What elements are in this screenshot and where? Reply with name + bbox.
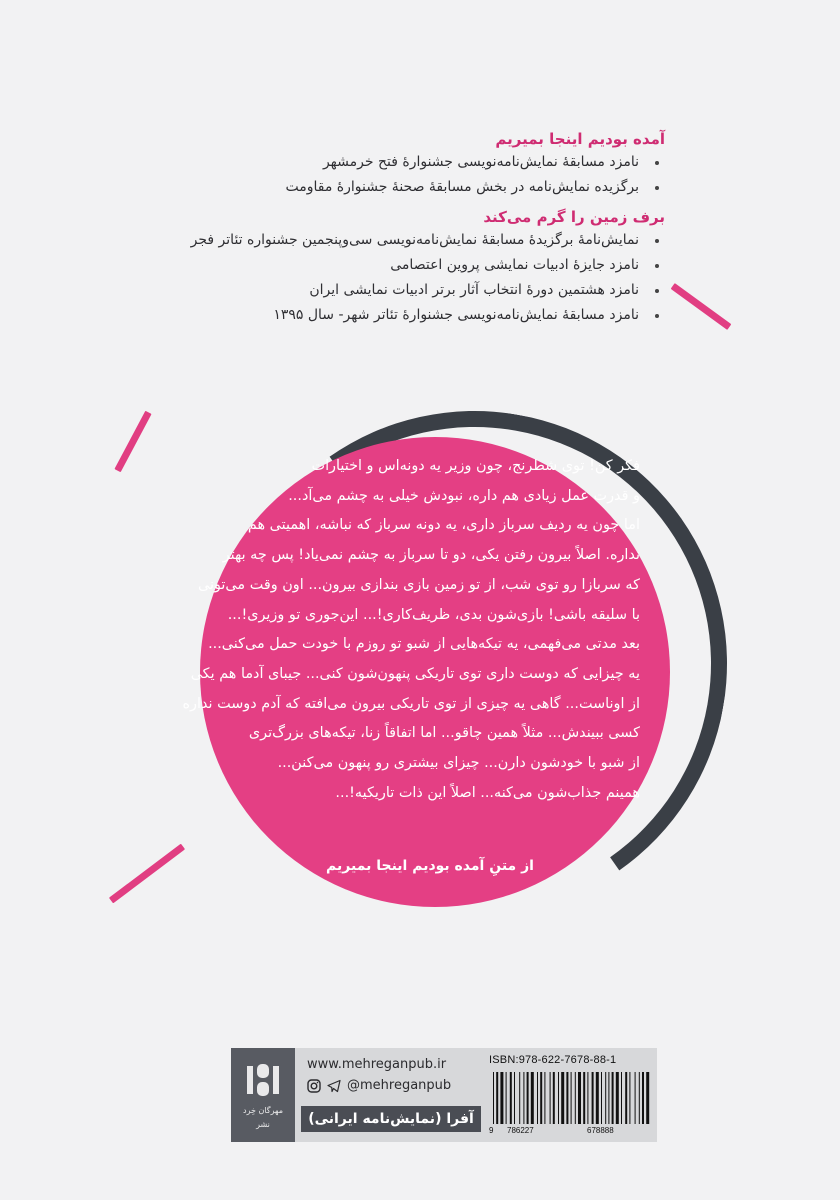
publisher-logo-icon [245,1060,281,1100]
barcode-icon [489,1072,651,1124]
publisher-logo [231,1048,295,1142]
decor-bar-top-right [671,283,732,330]
award-list-2 [150,228,665,328]
quote-line: از شبو با خودشون دارن... چیزای بیشتری رو پنهون می‌کنن... [277,755,640,772]
quote-line: نداره. اصلاً بیرون رفتن یکی، دو تا سرباز به چشم نمی‌یاد! پس چه بهتر [222,547,640,564]
quote-line: یه چیزایی که دوست داری توی تاریکی پنهون‌شون کنی... جیبای آدما هم یکی [190,665,640,682]
quote-line: از اوناست... گاهی یه چیزی از توی تاریکی بیرون می‌افته که آدم دوست نداره [182,695,640,712]
quote-text [182,452,640,808]
quote-line: فکر کن! توی شطرنج، چون وزیر یه دونه‌اس و اختیارات [311,458,640,474]
isbn-text: ISBN:978-622-7678-88-1 [489,1054,617,1066]
award-item: برگزیده نمایش‌نامه در بخش مسابقهٔ صحنهٔ جشنوارهٔ مقاومت [150,175,665,200]
barcode-digit: 786227 [507,1126,534,1135]
quote-source: از متنِ آمده بودیم اینجا بمیریم [326,858,534,874]
play-title-1: آمده بودیم اینجا بمیریم [495,130,665,148]
quote-line: که سربازا رو توی شب، از تو زمین بازی بندازی بیرون... اون وقت می‌تونی [197,576,640,593]
quote-line: و قدرت عمل زیادی هم داره، نبودش خیلی به چشم می‌آد... [288,487,640,504]
award-item: نمایش‌نامهٔ برگزیدهٔ مسابقهٔ نمایش‌نامه‌نویسی سی‌وپنجمین جشنواره تئاتر فجر [150,228,665,253]
quote-line: کسی ببیندش... مثلاً همین چاقو... اما اتفاقاً زنا، تیکه‌های بزرگ‌تری [248,725,640,742]
barcode-digit: 9 [489,1126,494,1135]
quote-line: با سلیقه باشی! بازی‌شون بدی، ظریف‌کاری!... این‌جوری تو وزیری!... [227,606,640,623]
quote-line: همینم جذاب‌شون می‌کنه... اصلاً این ذات تاریکیه!... [335,784,640,801]
social-handle[interactable]: @mehreganpub [347,1078,452,1093]
quote-line: اما چون یه ردیف سرباز داری، یه دونه سرباز که نباشه، اهمیتی هم [247,517,640,534]
series-label: آفرا (نمایش‌نامه ایرانی) [301,1106,481,1132]
barcode-digit: 678888 [587,1126,614,1135]
awards-section [150,128,665,332]
quote-line: بعد مدتی می‌فهمی، یه تیکه‌هایی از شبو تو روزم با خودت حمل می‌کنی... [208,636,640,653]
decor-bar-left [114,411,151,473]
website-link[interactable]: www.mehreganpub.ir [307,1057,447,1072]
telegram-icon[interactable] [327,1079,341,1093]
award-item: نامزد مسابقهٔ نمایش‌نامه‌نویسی جشنوارهٔ فتح خرمشهر [150,150,665,175]
decor-bar-bottom-left [109,844,185,904]
logo-name: مهرگان خِرد [243,1106,283,1115]
award-item: نامزد جایزهٔ ادبیات نمایشی پروین اعتصامی [150,253,665,278]
award-list-1 [150,150,665,200]
instagram-icon[interactable] [307,1079,321,1093]
publisher-panel [231,1048,657,1142]
award-item: نامزد هشتمین دورهٔ انتخاب آثار برتر ادبیات نمایشی ایران [150,278,665,303]
play-title-2: برف زمین را گرم می‌کند [483,208,665,226]
social-handle-row [307,1078,451,1093]
logo-subtitle: نشر [256,1120,270,1129]
award-item: نامزد مسابقهٔ نمایش‌نامه‌نویسی جشنوارهٔ تئاتر شهر- سال ۱۳۹۵ [150,303,665,328]
